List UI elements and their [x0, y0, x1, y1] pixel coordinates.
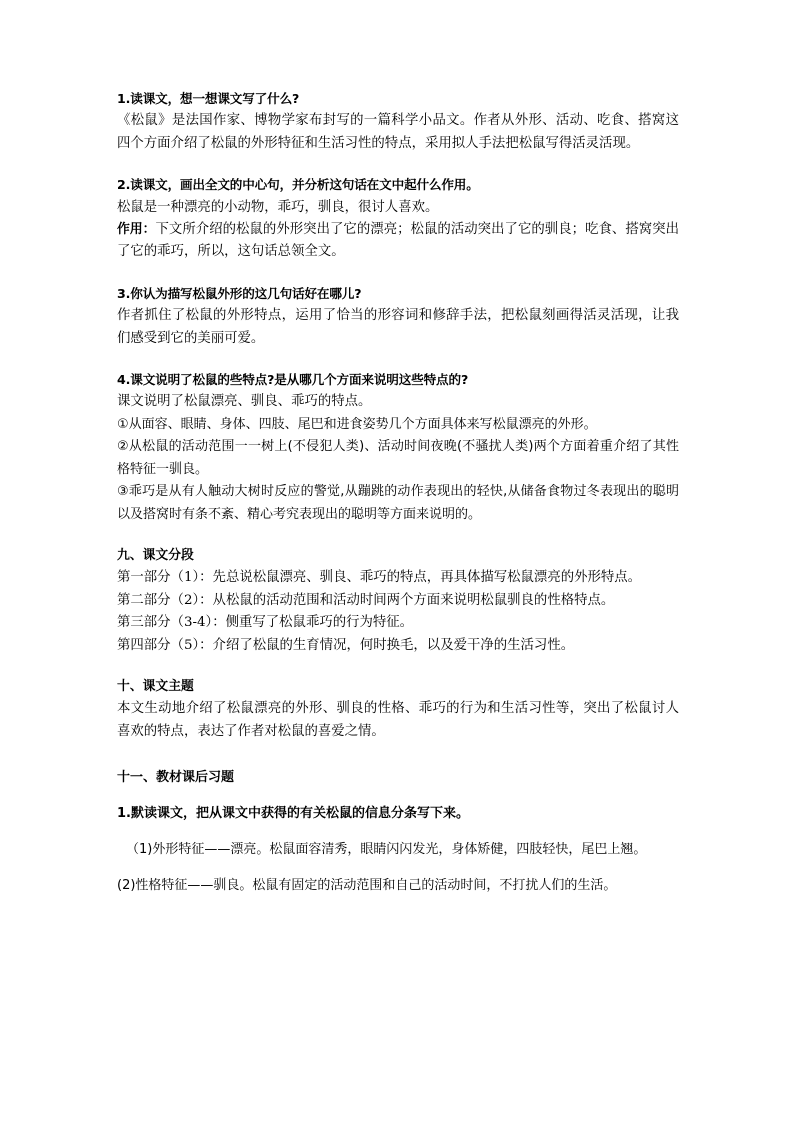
question-answer-4-point-2: ②从松鼠的活动范围一一树上(不侵犯人类)、活动时间夜晚(不骚扰人类)两个方面着重介绍了其性格特征一驯良。 [117, 439, 679, 477]
section-ten-body: 本文生动地介绍了松鼠漂亮的外形、驯良的性格、乖巧的行为和生活习性等，突出了松鼠讨人喜欢的特点，表达了作者对松鼠的喜爱之情。 [117, 701, 679, 739]
question-heading-3: 3.你认为描写松鼠外形的这几句话好在哪儿? [117, 285, 362, 301]
function-text: 下文所介绍的松鼠的外形突出了它的漂亮；松鼠的活动突出了它的驯良；吃食、搭窝突出了它的乖巧，所以，这句话总领全文。 [117, 222, 680, 260]
exercises-section [117, 760, 679, 904]
exercise-answer-item-1: （1)外形特征——漂亮。松鼠面容清秀，眼睛闪闪发光，身体矫健，四肢轻快，尾巴上翘。 [126, 842, 647, 858]
question-answer-1: 《松鼠》是法国作家、博物学家布封写的一篇科学小品文。作者从外形、活动、吃食、搭窝这四个方面介绍了松鼠的外形特征和生活习性的特点，采用拟人手法把松鼠写得活灵活现。 [117, 113, 679, 151]
question-answer-2-function [117, 219, 679, 264]
question-block-1 [117, 88, 679, 155]
question-heading-1: 1.读课文，想一想课文写了什么? [117, 91, 300, 106]
exercise-question-1: 1.默读课文，把从课文中获得的有关松鼠的信息分条写下来。 [117, 806, 469, 822]
question-answer-4-intro: 课文说明了松鼠漂亮、驯良、乖巧的特点。 [117, 394, 372, 410]
question-heading-2: 2.读课文，画出全文的中心句，并分析这句话在文中起什么作用。 [117, 177, 479, 193]
section-heading-eleven: 十一、教材课后习题 [117, 770, 235, 786]
question-answer-4-point-1: ①从面容、眼睛、身体、四肢、尾巴和进食姿势几个方面具体来写松鼠漂亮的外形。 [117, 416, 597, 432]
question-block-4 [117, 369, 679, 526]
function-label: 作用： [117, 222, 156, 238]
section-nine-part-2: 第二部分（2）：从松鼠的活动范围和活动时间两个方面来说明松鼠驯良的性格特点。 [117, 592, 615, 608]
section-nine-part-4: 第四部分（5）：介绍了松鼠的生育情况，何时换毛，以及爱干净的生活习性。 [117, 637, 575, 653]
section-nine-part-3: 第三部分（3-4）：侧重写了松鼠乖巧的行为特征。 [117, 615, 414, 631]
question-block-3 [117, 283, 679, 350]
question-answer-4-point-3: ③乖巧是从有人触动大树时反应的警觉,从蹦跳的动作表现出的轻快,从储备食物过冬表现出的聪明以及搭窝时有条不紊、精心考究表现出的聪明等方面来说明的。 [117, 484, 679, 522]
section-heading-ten: 十、课文主题 [117, 678, 194, 694]
section-heading-nine: 九、课文分段 [117, 547, 194, 563]
section-nine-part-1: 第一部分（1）：先总说松鼠漂亮、驯良、乖巧的特点，再具体描写松鼠漂亮的外形特点。 [117, 570, 642, 586]
section-block-ten [117, 676, 679, 743]
exercise-answer-item-2: (2)性格特征——驯良。松鼠有固定的活动范围和自己的活动时间，不打扰人们的生活。 [117, 878, 617, 894]
serif-section [117, 88, 679, 743]
question-answer-2-center-sentence: 松鼠是一种漂亮的小动物，乖巧，驯良，很讨人喜欢。 [117, 199, 439, 215]
question-answer-3: 作者抓住了松鼠的外形特点，运用了恰当的形容词和修辞手法，把松鼠刻画得活灵活现，让我们感受到它的美丽可爱。 [117, 308, 679, 346]
question-heading-4: 4.课文说明了松鼠的些特点?是从哪几个方面来说明这些特点的? [117, 372, 469, 388]
question-block-2 [117, 174, 679, 264]
document-content [117, 88, 679, 904]
section-block-nine [117, 545, 679, 657]
